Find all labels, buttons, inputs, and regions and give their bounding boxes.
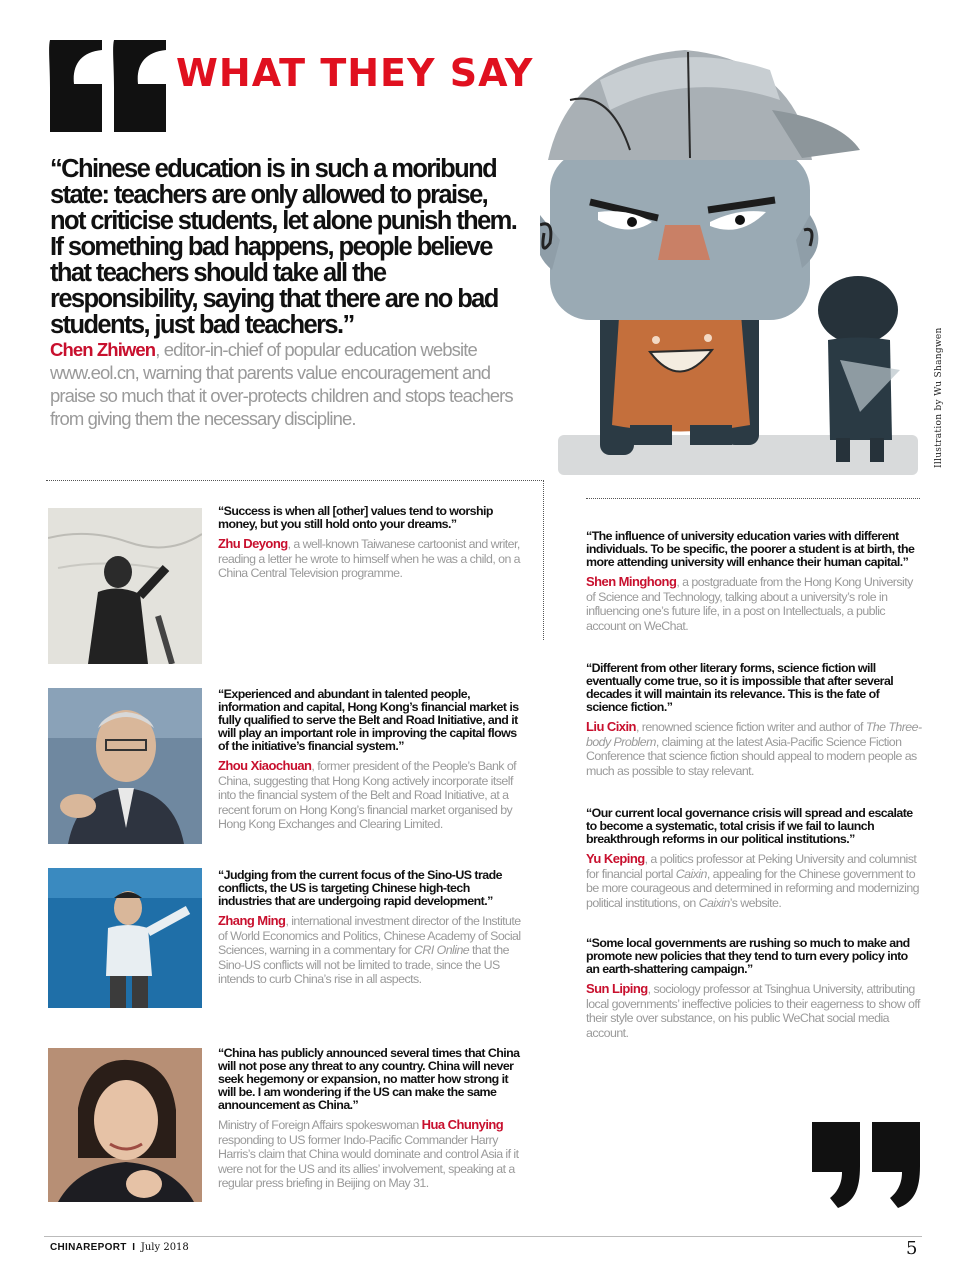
divider [543, 480, 544, 640]
quote-attribution: Shen Minghong, a postgraduate from the Hong Kong University of Science and Technology, talking about a university’s role in influencing one’s future life, in a post on Intellectuals, a public account on WeChat. [586, 574, 913, 633]
speaker-name: Zhu Deyong [218, 536, 288, 551]
photo-zhang-ming [48, 868, 202, 1008]
person-image [48, 1048, 202, 1202]
speaker-name: Zhang Ming [218, 913, 286, 928]
quote-attribution: Zhou Xiaochuan, former president of the People’s Bank of China, suggesting that Hong Kong actively incorporate itself into the financial system of the Belt and Road Initiative, at a recent forum on Hong Kong’s financial market organised by Hong Kong Exchanges and Clearing Limited. [218, 758, 517, 831]
quote-text: “Success is when all [other] values tend to worship money, but you still hold onto your dreams.” [218, 504, 493, 531]
quote-attribution: Yu Keping, a politics professor at Peking University and columnist for financial portal Caixin, appealing for the Chinese government to be more courageous and determined in reforming and modernizing political institutions, on Caixin’s website. [586, 851, 920, 910]
photo-hua-chunying [48, 1048, 202, 1202]
speaker-name: Sun Liping [586, 981, 648, 996]
quote-attribution: Sun Liping, sociology professor at Tsinghua University, attributing local governments’ ineffective policies to their eagerness to show off their style over substance, on his public WeChat social media account. [586, 981, 920, 1040]
page-number: 5 [906, 1238, 918, 1259]
quote-block-yu-keping [586, 807, 922, 910]
quote-attribution: Ministry of Foreign Affairs spokeswoman Hua Chunying responding to US former Indo-Pacific Commander Harry Harris’s claim that China would dominate and control Asia if it were not for the US and its allies’ involvement, speaking at a regular press briefing in Beijing on May 31. [218, 1117, 519, 1190]
quote-block-sun-liping [586, 937, 922, 1040]
page-title: WHAT THEY SAY [176, 51, 534, 95]
quote-text: “Experienced and abundant in talented people, information and capital, Hong Kong’s financial market is fully qualified to serve the Belt and Road Initiative, and it will play an important role in improving the capital flows of the initiative’s financial system.” [218, 687, 519, 753]
divider [586, 498, 920, 499]
close-quote-mark-icon [808, 1118, 926, 1210]
photo-zhou-xiaochuan [48, 688, 202, 844]
quote-text: “China has publicly announced several times that China will not pose any threat to any country. China will never seek hegemony or expansion, no matter how strong it will be. I am wondering if the US can make the same announcement as China.” [218, 1046, 520, 1112]
speaker-name: Yu Keping [586, 851, 645, 866]
divider [46, 480, 542, 481]
quote-text: “Some local governments are rushing so much to make and promote new policies that they tend to turn every policy into an earth-shattering campaign.” [586, 936, 910, 976]
quote-text: “Judging from the current focus of the Sino-US trade conflicts, the US is targeting Chinese high-tech industries that are undergoing rapid development.” [218, 868, 502, 908]
quote-block-shen-minghong [586, 530, 922, 633]
person-image [48, 868, 202, 1008]
footer-rule [44, 1236, 922, 1237]
speaker-name: Zhou Xiaochuan [218, 758, 312, 773]
quote-block-zhou-xiaochuan [218, 688, 525, 832]
illustration-credit: Illustration by Wu Shangwen [934, 327, 944, 468]
quote-text: “Our current local governance crisis will spread and escalate to become a systematic, total crisis if we fail to launch breakthrough reforms in our political institutions.” [586, 806, 913, 846]
open-quote-mark-icon [44, 36, 174, 136]
speaker-name: Hua Chunying [421, 1117, 504, 1132]
issue-date: July 2018 [140, 1242, 189, 1253]
quote-text: “Different from other literary forms, science fiction will eventually come true, so it is impossible that after several decades it will maintain its relevance. This is the fate of science fiction.” [586, 661, 894, 714]
person-image [48, 688, 202, 844]
quote-block-liu-cixin [586, 662, 922, 778]
cartoon-illustration [540, 40, 930, 480]
lead-name: Chen Zhiwen [50, 339, 156, 360]
speaker-name: Liu Cixin [586, 719, 636, 734]
publication-name: CHINAREPORT [50, 1242, 127, 1253]
quote-block-zhang-ming [218, 869, 525, 987]
speaker-name: Shen Minghong [586, 574, 677, 589]
footer-publication: CHINAREPORT I July 2018 [50, 1242, 189, 1253]
photo-zhu-deyong [48, 508, 202, 664]
quote-block-zhu-deyong [218, 505, 525, 581]
quote-attribution: Zhu Deyong, a well-known Taiwanese cartoonist and writer, reading a letter he wrote to himself when he was a child, on a China Central Television programme. [218, 536, 521, 580]
quote-attribution: Zhang Ming, international investment director of the Institute of World Economics and Politics, Chinese Academy of Social Sciences, warning in a commentary for CRI Online that the Sino-US conflicts will not be limited to trade, since the US intends to curb China’s rise in all aspects. [218, 913, 521, 986]
quote-block-hua-chunying [218, 1047, 525, 1191]
quote-attribution: Liu Cixin, renowned science fiction writer and author of The Three-body Problem, claiming at the latest Asia-Pacific Science Fiction Conference that science fiction should appeal to modern people as much as possible to stay relevant. [586, 719, 922, 778]
person-image [48, 508, 202, 664]
lead-quote: “Chinese education is in such a moribund state: teachers are only allowed to praise, not criticise students, let alone punish them. If something bad happens, people believe that teachers should take all the responsibility, saying that there are no bad students, just bad teachers.” [50, 155, 517, 339]
lead-attribution: Chen Zhiwen, editor-in-chief of popular education website www.eol.cn, warning that parents value encouragement and praise so much that it over-protects children and stops teachers from giving them the necessary discipline. [50, 339, 513, 429]
quote-text: “The influence of university education varies with different individuals. To be specific, the poorer a student is at birth, the more attending university will enhance their human capital.” [586, 529, 915, 569]
